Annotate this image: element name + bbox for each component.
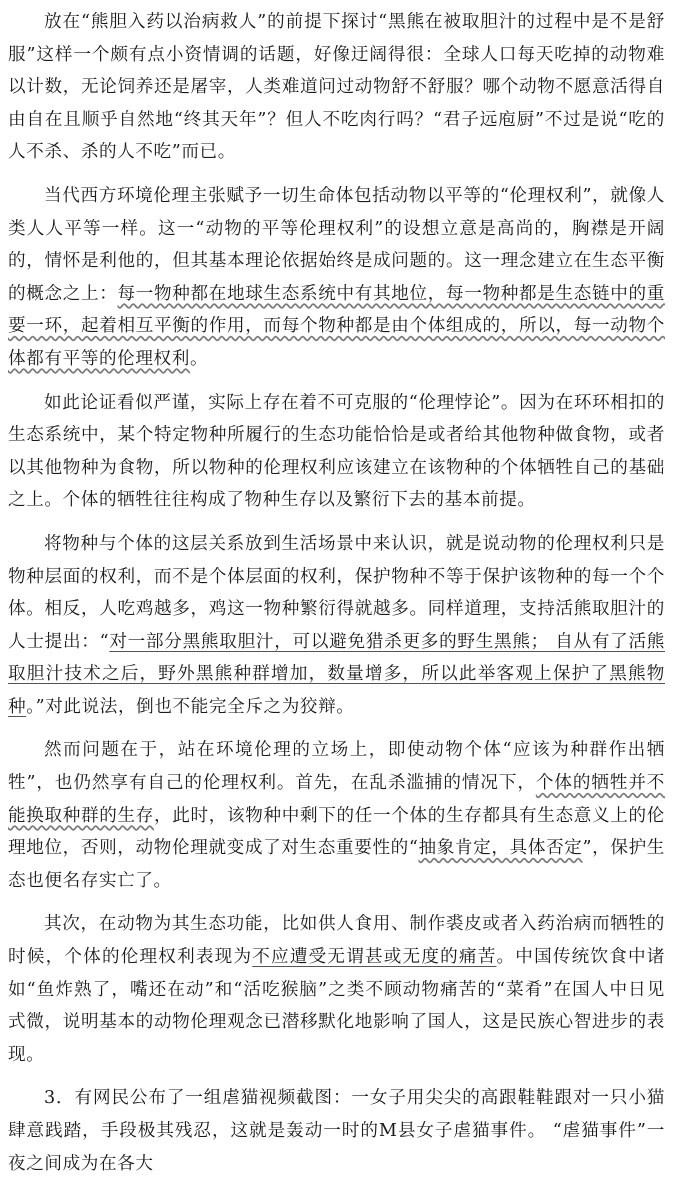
paragraph-5-text: 然而问题在于，站在环境伦理的立场上，即使动物个体“应该为种群作出牺牲”，也仍然享有自己的伦理权利。首先，在乱杀滥捕的情况下， [8, 740, 665, 794]
paragraph-1-text: 放在“熊胆入药以治病救人”的前提下探讨“黑熊在被取胆汁的过程中是不是舒服”这样一个颇有点小资情调的话题，好像迂阔得很：全球人口每天吃掉的动物难以计数，无论饲养还是屠宰，人类难道问过动物舒不舒服？哪个动物不愿意活得自由自在且顺乎自然地“终其天年”？但人不吃肉行吗？“君子远庖厨”不过是说“吃的人不杀、杀的人不吃”而已。 [8, 12, 665, 163]
paragraph-5-underlined: 个体的牺牲并不能换取种群的生存 [8, 773, 666, 826]
paragraph-2 [8, 180, 665, 376]
paragraph-4-end: 。”对此说法，倒也不能完全斥之为狡辩。 [26, 696, 355, 717]
paragraph-4-underlined: 对一部分黑熊取胆汁，可以避免猎杀更多的野生黑熊； 自从有了活熊取胆汁技术之后，野外黑熊种群增加，数量增多，所以此举客观上保护了黑熊物种 [8, 631, 665, 717]
paragraph-4-text: 将物种与个体的这层关系放到生活场景中来认识，就是说动物的伦理权利只是物种层面的权利，而不是个体层面的权利，保护物种不等于保护该物种的每一个个体。相反，人吃鸡越多，鸡这一物种繁衍得就越多。同样道理，支持活熊取胆汁的人士提出：“ [8, 533, 665, 652]
paragraph-5-underlined-2: 抽象肯定，具体否定 [418, 838, 583, 859]
paragraph-6 [8, 908, 665, 1071]
paragraph-2-end: 。 [189, 348, 209, 369]
paragraph-6-text: 其次，在动物为其生态功能，比如供人食用、制作裘皮或者入药治病而牺牲的时候，个体的伦理权利表现为 [8, 914, 665, 968]
paragraph-2-underlined: 每一物种都在地球生态系统中有其地位，每一物种都是生态链中的重要一环，起着相互平衡的作用，而每个物种都是由个体组成的，所以，每一动物个体都有平等的伦理权利 [8, 283, 665, 369]
paragraph-6-end: 。中国传统饮食中诸如“鱼炸熟了，嘴还在动”和“活吃猴脑”之类不顾动物痛苦的“菜肴”在国人中日见式微，说明基本的动物伦理观念已潜移默化地影响了国人，这是民族心智进步的表现。 [8, 947, 665, 1065]
paragraph-2-text: 当代西方环境伦理主张赋予一切生命体包括动物以平等的“伦理权利”，就像人类人人平等一样。这一“动物的平等伦理权利”的设想立意是高尚的，胸襟是开阔的，情怀是利他的，但其基本理论依据始终是成问题的。这一理念建立在生态平衡的概念之上： [8, 185, 665, 304]
paragraph-3 [8, 387, 665, 517]
paragraph-5 [8, 734, 665, 897]
paragraph-3-text: 如此论证看似严谨，实际上存在着不可克服的“伦理悖论”。因为在环环相扣的生态系统中，某个特定物种所履行的生态功能恰恰是或者给其他物种做食物，或者以其他物种为食物，所以物种的伦理权利应该建立在该物种的个体牺牲自己的基础之上。个体的牺牲往往构成了物种生存以及繁衍下去的基本前提。 [8, 392, 665, 511]
paragraph-6-underlined: 不应遭受无谓甚或无度的痛苦 [252, 947, 497, 968]
paragraph-5-mid: ，此时，该物种中剩下的任一个体的生存都具有生态意义上的伦理地位，否则，动物伦理就变成了对生态重要性的“ [8, 805, 665, 859]
paragraph-5-end: ”，保护生态也便名存实亡了。 [8, 838, 665, 891]
paragraph-7 [8, 1082, 665, 1180]
paragraph-4 [8, 528, 665, 724]
paragraph-7-text: 3．有网民公布了一组虐猫视频截图：一女子用尖尖的高跟鞋鞋跟对一只小猫肆意践踏，手段极其残忍，这就是轰动一时的M县女子虐猫事件。 “虐猫事件”一夜之间成为在各大 [8, 1088, 665, 1174]
paragraph-1 [8, 6, 665, 169]
